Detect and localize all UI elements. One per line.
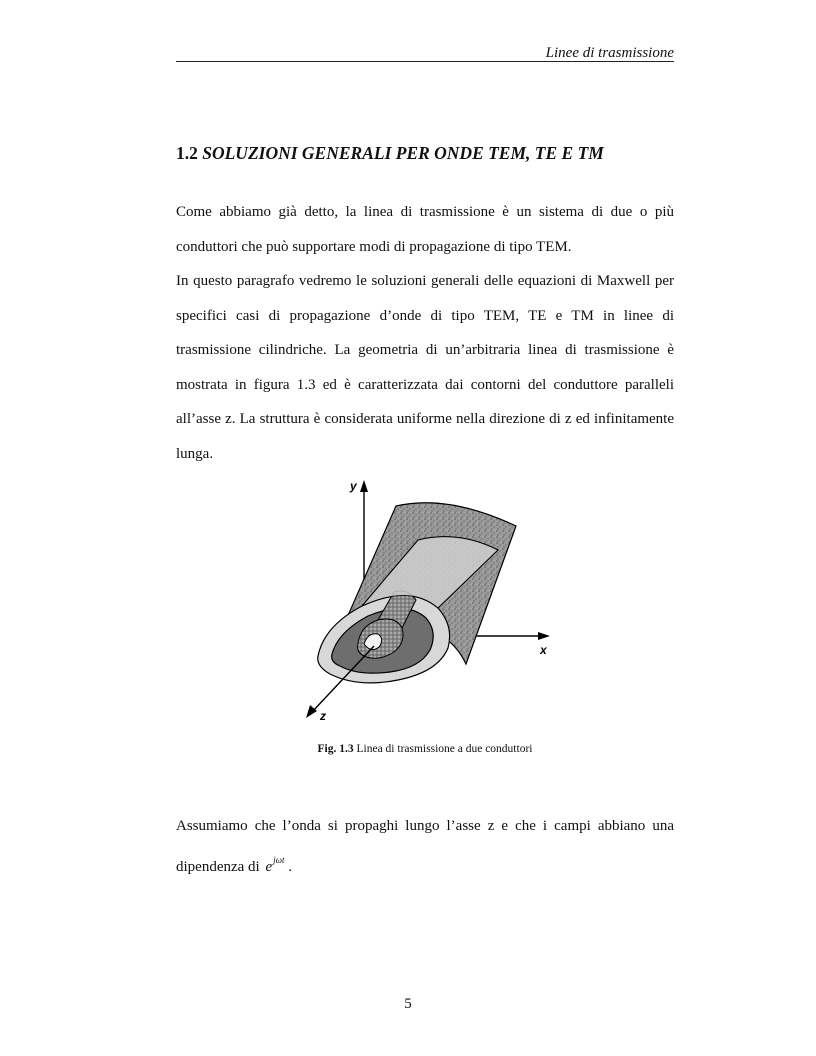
- page-number: 5: [404, 996, 412, 1012]
- time-dependence-expression: [265, 855, 285, 875]
- paragraph-assumption: [176, 808, 674, 885]
- z-axis-label: z: [320, 709, 326, 723]
- section-heading: [176, 142, 676, 164]
- x-axis-label: x: [540, 643, 547, 657]
- paragraph-assumption-text: Assumiamo che l’onda si propaghi lungo l’asse z e che i campi abbiano una dipendenza di: [176, 818, 674, 875]
- y-axis-arrow: [360, 480, 368, 492]
- exponential-base: e: [265, 859, 273, 875]
- x-axis-arrow: [538, 632, 550, 640]
- paragraph-intro: Come abbiamo già detto, la linea di trasmissione è un sistema di due o più conduttori che può supportare modi di propagazione di tipo TEM.: [176, 204, 674, 255]
- running-header: Linee di trasmissione: [545, 45, 674, 61]
- figure-caption-text: Linea di trasmissione a due conduttori: [356, 743, 533, 755]
- section-number: 1.2: [176, 143, 198, 163]
- paragraph-geometry: In questo paragrafo vedremo le soluzioni generali delle equazioni di Maxwell per specifici casi di propagazione d’onde di tipo TEM, TE e TM in linee di trasmissione cilindriche. La geometria di un’arbitraria linea di trasmissione è mostrata in figura 1.3 ed è caratterizzata dai contorni del conduttore paralleli all’asse z. La struttura è considerata uniforme nella direzione di z ed infinitamente lunga.: [176, 273, 674, 462]
- section-title: SOLUZIONI GENERALI PER ONDE TEM, TE E TM: [202, 143, 604, 163]
- transmission-line-figure: [298, 476, 554, 724]
- paragraph-assumption-end: .: [288, 859, 292, 875]
- z-axis-arrow: [306, 705, 317, 718]
- figure-caption: [250, 742, 600, 756]
- figure-caption-label: Fig. 1.3: [317, 743, 354, 755]
- exponential-exponent: jωt: [273, 855, 285, 865]
- transmission-line-illustration: [298, 476, 554, 724]
- y-axis-label: y: [350, 479, 357, 493]
- header-rule: [176, 61, 674, 62]
